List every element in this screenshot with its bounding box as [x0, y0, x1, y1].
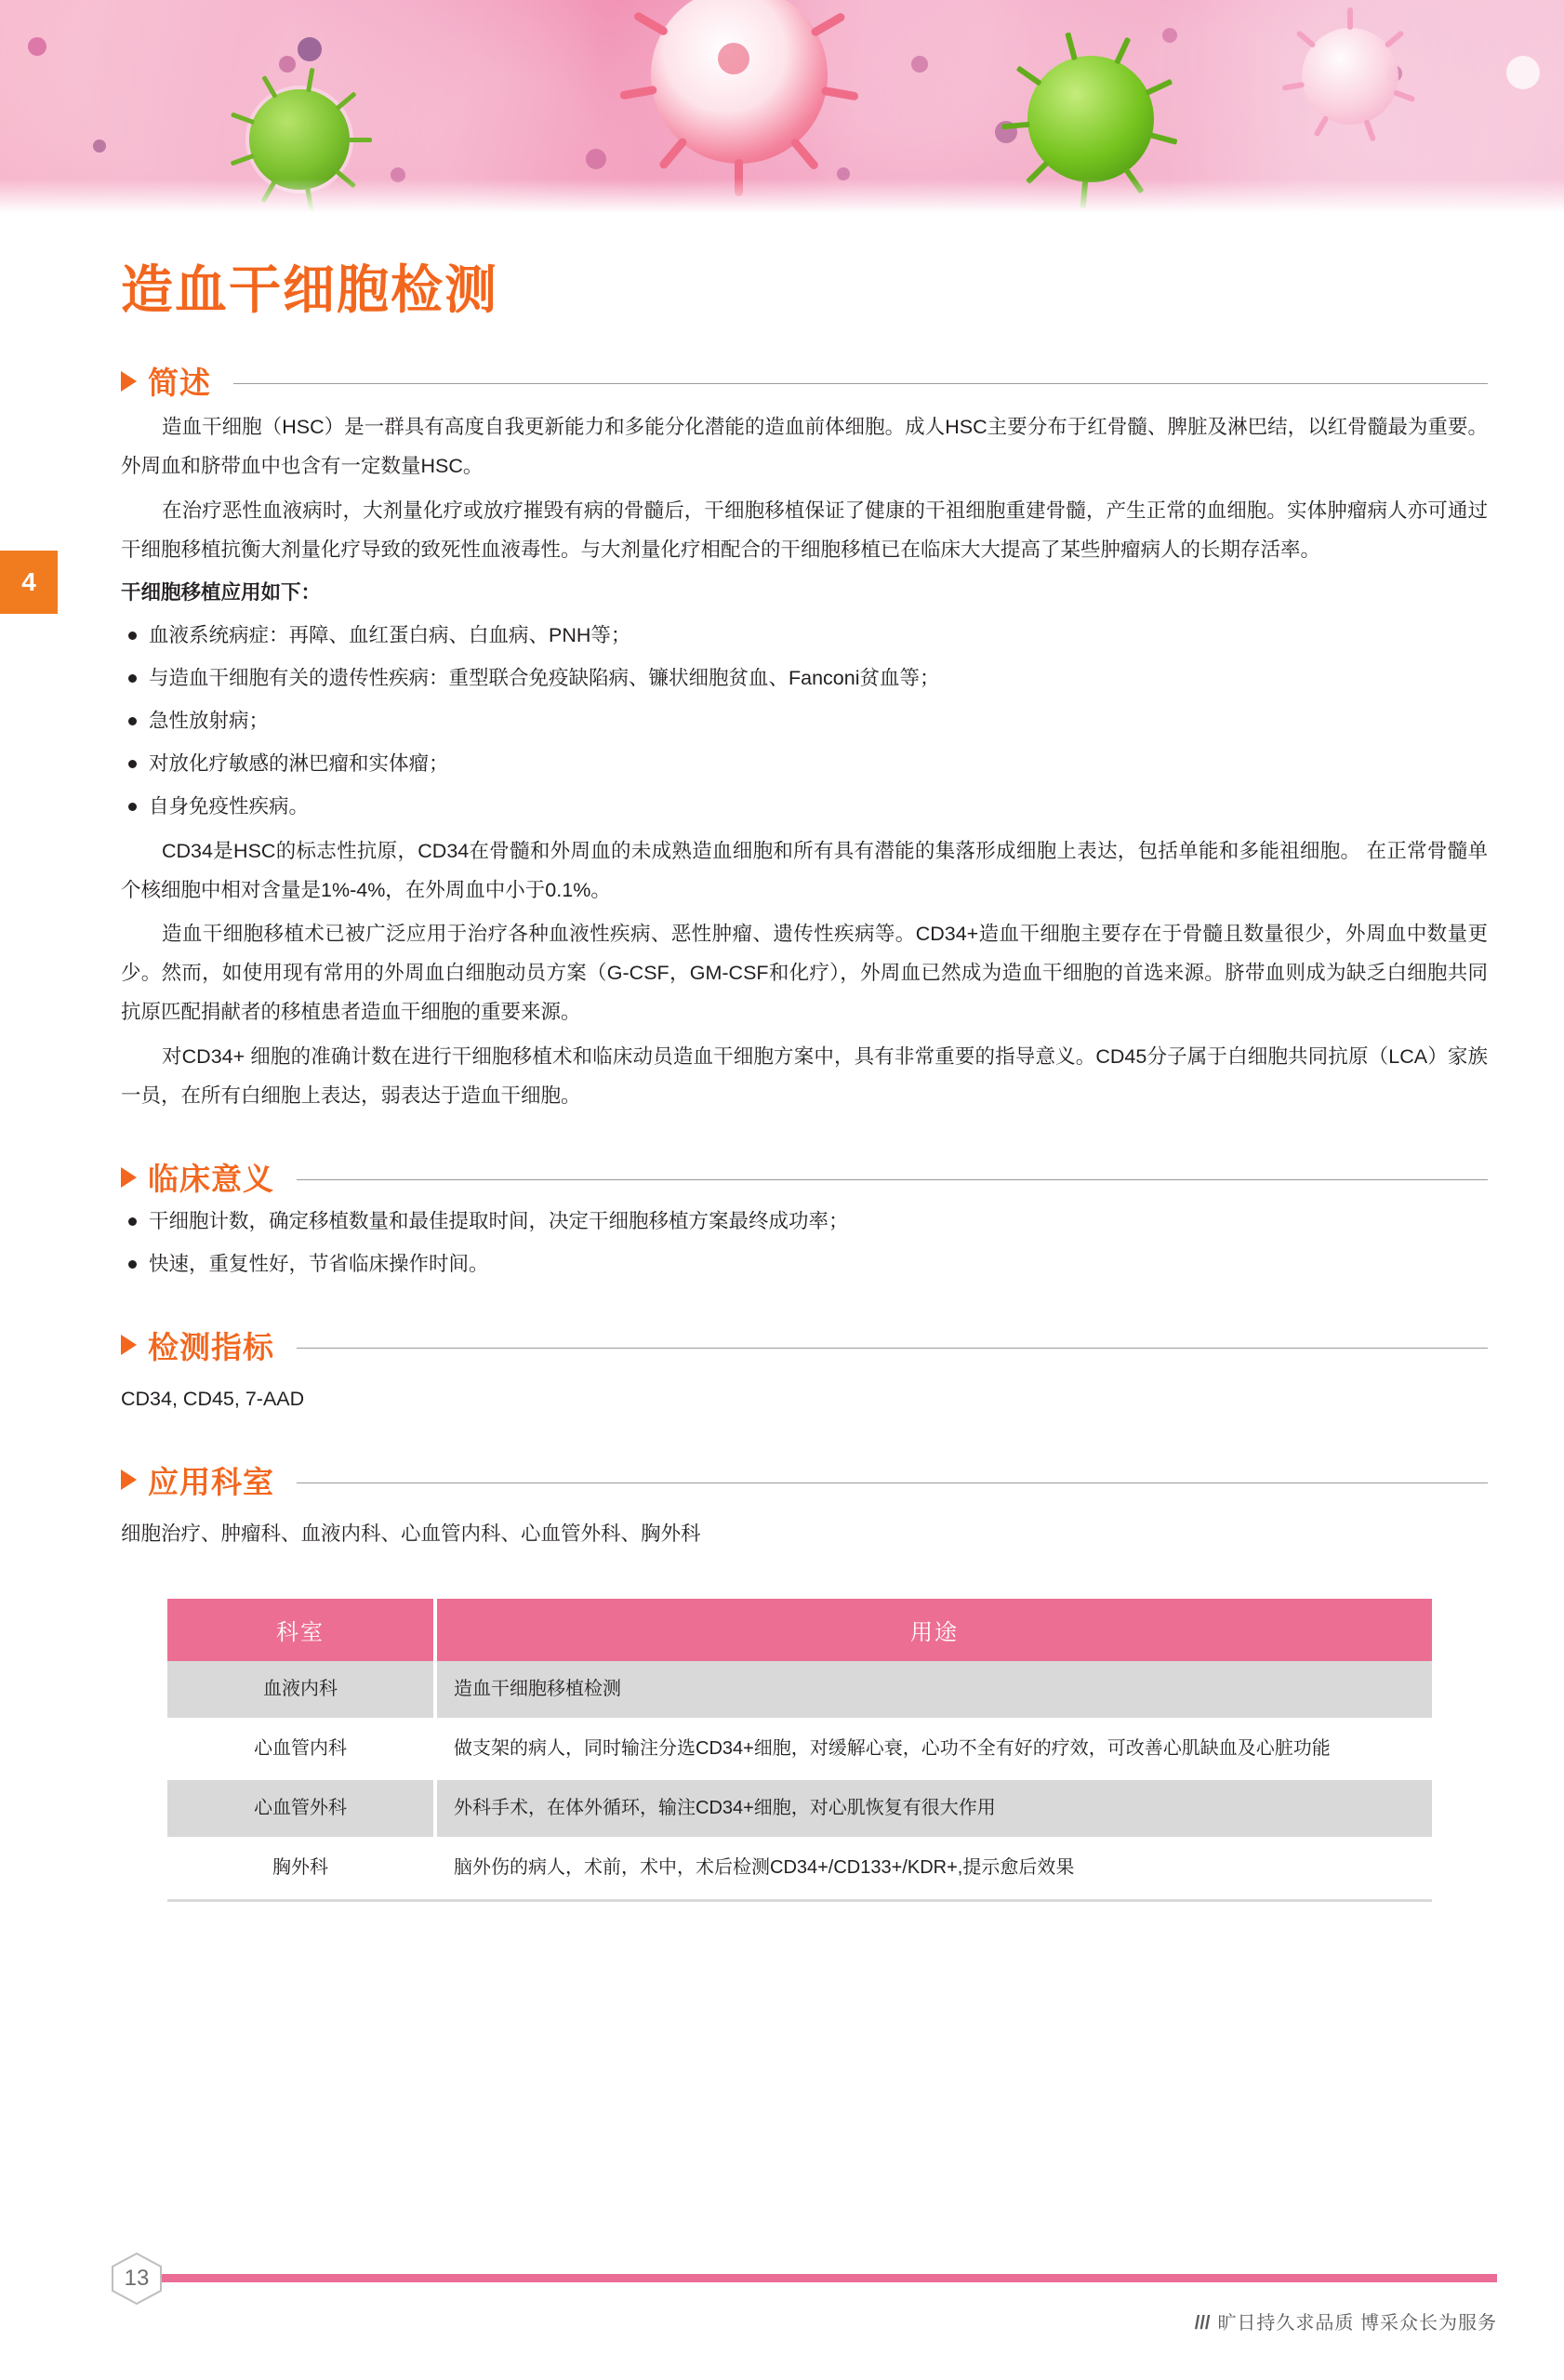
list-item: 血液系统病症：再障、血红蛋白病、白血病、PNH等； — [121, 617, 1488, 656]
chapter-number: 4 — [21, 567, 36, 596]
section-title-departments: 应用科室 — [148, 1464, 274, 1499]
section-rule — [297, 1348, 1488, 1349]
cell-department: 心血管外科 — [167, 1778, 435, 1838]
table-header-row — [167, 1599, 1432, 1661]
page-title: 造血干细胞检测 — [121, 260, 498, 319]
triangle-bullet-icon — [121, 1167, 137, 1188]
list-item: 急性放射病； — [121, 702, 1488, 741]
banner-dot — [1506, 56, 1540, 89]
department-usage-table — [167, 1599, 1432, 1899]
overview-paragraph: 造血干细胞移植术已被广泛应用于治疗各种血液性疾病、恶性肿瘤、遗传性疾病等。CD34+造血干细胞主要存在于骨髓且数量很少，外周血中数量更少。然而，如使用现有常用的外周血白细胞动员方案（G-CSF，GM-CSF和化疗），外周血已然成为造血干细胞的首选来源。脐带血则成为缺乏白细胞共同抗原匹配捐献者的移植患者造血干细胞的重要来源。 — [121, 923, 1488, 1024]
cell-department: 心血管内科 — [167, 1719, 435, 1778]
stem-cell-application-list — [121, 617, 1488, 827]
cell-usage: 做支架的病人，同时输注分选CD34+细胞，对缓解心衰，心功不全有好的疗效，可改善心肌缺血及心脏功能 — [435, 1719, 1432, 1778]
section-header-markers — [121, 1323, 1488, 1367]
table-row — [167, 1778, 1432, 1838]
slash-mark-icon: /// — [1194, 2313, 1211, 2333]
virus-particle-icon — [1027, 56, 1154, 182]
footer-slogan — [1195, 2307, 1497, 2334]
section-header-departments — [121, 1458, 1488, 1502]
cell-usage: 造血干细胞移植检测 — [435, 1661, 1432, 1720]
list-item: 干细胞计数，确定移植数量和最佳提取时间，决定干细胞移植方案最终成功率； — [121, 1203, 1488, 1242]
overview-paragraph: 对CD34+ 细胞的准确计数在进行干细胞移植术和临床动员造血干细胞方案中，具有非常重要的指导意义。CD45分子属于白细胞共同抗原（LCA）家族一员，在所有白细胞上表达，弱表达于造血干细胞。 — [121, 1045, 1488, 1108]
banner-dot — [93, 140, 106, 153]
section-title-clinical: 临床意义 — [148, 1162, 274, 1197]
banner-dot — [911, 56, 928, 73]
section-title-markers: 检测指标 — [148, 1329, 274, 1364]
banner-dot — [1162, 28, 1177, 43]
table-row — [167, 1719, 1432, 1778]
banner-dot — [298, 37, 322, 61]
banner-dot — [279, 56, 296, 73]
markers-text: CD34, CD45, 7-AAD — [121, 1387, 305, 1410]
list-item: 与造血干细胞有关的遗传性疾病：重型联合免疫缺陷病、镰状细胞贫血、Fanconi贫血等； — [121, 659, 1488, 698]
section-header-clinical — [121, 1155, 1488, 1199]
section-header-overview — [121, 359, 1488, 403]
decorative-banner — [0, 0, 1564, 216]
overview-paragraph: CD34是HSC的标志性抗原，CD34在骨髓和外周血的未成熟造血细胞和所有具有潜能的集落形成细胞上表达，包括单能和多能祖细胞。 在正常骨髓单个核细胞中相对含量是1%-4%，在外周血中小于0.1%。 — [121, 839, 1488, 901]
banner-dot — [28, 37, 46, 56]
virus-particle-icon — [249, 89, 350, 190]
department-usage-table-wrapper — [167, 1599, 1432, 1902]
triangle-bullet-icon — [121, 1469, 137, 1490]
cell-department: 血液内科 — [167, 1661, 435, 1720]
list-item: 对放化疗敏感的淋巴瘤和实体瘤； — [121, 745, 1488, 784]
banner-dot — [586, 149, 606, 169]
list-item: 快速，重复性好，节省临床操作时间。 — [121, 1245, 1488, 1284]
slogan-text: 旷日持久求品质 博采众长为服务 — [1217, 2313, 1497, 2333]
overview-paragraph: 造血干细胞（HSC）是一群具有高度自我更新能力和多能分化潜能的造血前体细胞。成人HSC主要分布于红骨髓、脾脏及淋巴结，以红骨髓最为重要。外周血和脐带血中也含有一定数量HSC。 — [121, 416, 1488, 478]
overview-paragraph: 在治疗恶性血液病时，大剂量化疗或放疗摧毁有病的骨髓后，干细胞移植保证了健康的干祖细胞重建骨髓，产生正常的血细胞。实体肿瘤病人亦可通过干细胞移植抗衡大剂量化疗导致的致死性血液毒性。与大剂量化疗相配合的干细胞移植已在临床大大提高了某些肿瘤病人的长期存活率。 — [121, 499, 1488, 562]
page-content — [0, 216, 1564, 1902]
virus-particle-icon — [1302, 28, 1398, 125]
page-footer — [0, 2222, 1564, 2380]
banner-fade — [0, 179, 1564, 216]
table-row — [167, 1838, 1432, 1897]
triangle-bullet-icon — [121, 371, 137, 392]
table-bottom-rule — [167, 1899, 1432, 1902]
cell-department: 胸外科 — [167, 1838, 435, 1897]
triangle-bullet-icon — [121, 1335, 137, 1355]
column-header-usage: 用途 — [435, 1599, 1432, 1661]
column-header-department: 科室 — [167, 1599, 435, 1661]
table-row — [167, 1661, 1432, 1720]
clinical-list — [121, 1203, 1488, 1284]
section-rule — [233, 383, 1488, 384]
cell-usage: 脑外伤的病人，术前，术中，术后检测CD34+/CD133+/KDR+,提示愈后效果 — [435, 1838, 1432, 1897]
section-title-overview: 简述 — [148, 366, 211, 401]
stem-cell-application-title: 干细胞移植应用如下： — [121, 581, 322, 605]
list-item: 自身免疫性疾病。 — [121, 788, 1488, 827]
departments-text: 细胞治疗、肿瘤科、血液内科、心血管内科、心血管外科、胸外科 — [121, 1522, 701, 1545]
cell-usage: 外科手术，在体外循环，输注CD34+细胞，对心肌恢复有很大作用 — [435, 1778, 1432, 1838]
footer-bar — [149, 2274, 1497, 2282]
page-number: 13 — [124, 2266, 150, 2291]
section-rule — [297, 1179, 1488, 1180]
page-number-badge — [110, 2252, 164, 2306]
